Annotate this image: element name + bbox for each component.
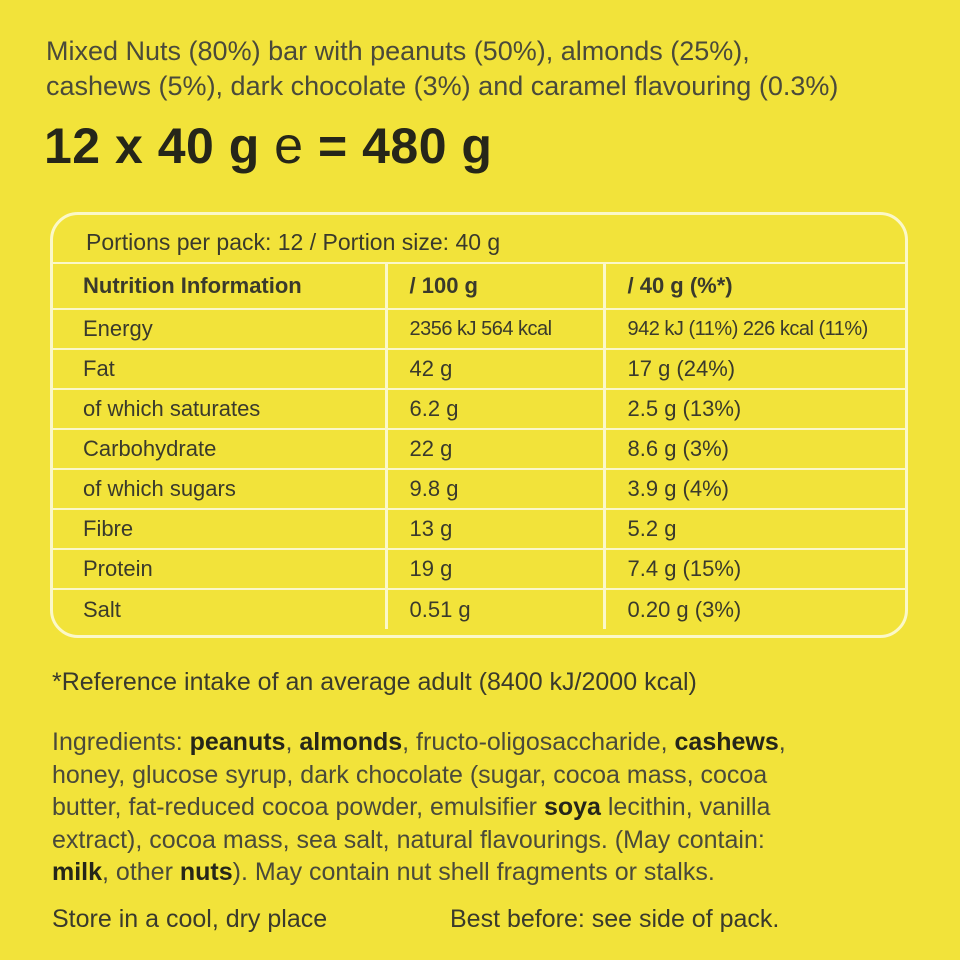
header-nutrition-information: Nutrition Information	[53, 263, 386, 309]
weight-suffix: = 480 g	[318, 118, 493, 174]
nutrient-name: Fibre	[53, 509, 386, 549]
ingredients-text: ,	[285, 728, 300, 756]
description-line-2: cashews (5%), dark chocolate (3%) and caramel flavouring (0.3%)	[46, 71, 839, 101]
nutrition-table	[53, 262, 905, 629]
portion-info: Portions per pack: 12 / Portion size: 40 g	[86, 229, 501, 255]
per-portion-value: 17 g (24%)	[604, 349, 905, 389]
ingredients-text: lecithin, vanilla	[600, 793, 771, 821]
table-row	[53, 509, 905, 549]
header-per-portion: / 40 g (%*)	[604, 263, 905, 309]
ingredients-text: , fructo-oligosaccharide,	[402, 728, 675, 756]
nutrient-name: Salt	[53, 589, 386, 629]
nutrient-name: Protein	[53, 549, 386, 589]
allergen-peanuts: peanuts	[189, 728, 286, 756]
ingredients-text: Ingredients:	[52, 728, 190, 756]
table-row	[53, 589, 905, 629]
nutrient-name: Fat	[53, 349, 386, 389]
nutrient-name: of which saturates	[53, 389, 386, 429]
table-row	[53, 309, 905, 349]
nutrient-name: of which sugars	[53, 469, 386, 509]
description-line-1: Mixed Nuts (80%) bar with peanuts (50%), almonds (25%),	[46, 36, 750, 66]
table-row	[53, 469, 905, 509]
allergen-almonds: almonds	[299, 728, 403, 756]
best-before-note: Best before: see side of pack.	[450, 905, 780, 933]
per-portion-value: 942 kJ (11%) 226 kcal (11%)	[604, 309, 905, 349]
per-portion-value: 7.4 g (15%)	[604, 549, 905, 589]
allergen-nuts: nuts	[179, 858, 233, 886]
reference-intake-note: *Reference intake of an average adult (8400 kJ/2000 kcal)	[52, 668, 697, 696]
ingredients-text: butter, fat-reduced cocoa powder, emulsifier	[52, 793, 544, 821]
per-portion-value: 3.9 g (4%)	[604, 469, 905, 509]
ingredients-line-5	[52, 856, 912, 889]
nutrient-name: Carbohydrate	[53, 429, 386, 469]
weight-prefix: 12 x 40 g	[44, 118, 260, 174]
allergen-cashews: cashews	[674, 728, 779, 756]
per-100g-value: 22 g	[386, 429, 604, 469]
ingredients-line-2: honey, glucose syrup, dark chocolate (sugar, cocoa mass, cocoa	[52, 760, 768, 789]
ingredients-line-1	[52, 726, 912, 759]
table-row	[53, 349, 905, 389]
per-100g-value: 0.51 g	[386, 589, 604, 629]
allergen-soya: soya	[543, 793, 601, 821]
header-per-100g: / 100 g	[386, 263, 604, 309]
storage-instructions: Store in a cool, dry place	[52, 905, 328, 933]
ingredients-text: , other	[102, 858, 180, 886]
ingredients-text: ,	[778, 728, 786, 756]
per-portion-value: 5.2 g	[604, 509, 905, 549]
table-header-row	[53, 263, 905, 309]
per-100g-value: 13 g	[386, 509, 604, 549]
per-100g-value: 42 g	[386, 349, 604, 389]
per-portion-value: 2.5 g (13%)	[604, 389, 905, 429]
estimated-sign: e	[274, 117, 304, 175]
product-description	[46, 34, 926, 104]
ingredients-line-4: extract), cocoa mass, sea salt, natural flavourings. (May contain:	[52, 825, 765, 854]
allergen-milk: milk	[52, 858, 103, 886]
nutrient-name: Energy	[53, 309, 386, 349]
net-weight	[44, 116, 492, 176]
table-row	[53, 429, 905, 469]
ingredients-text: ). May contain nut shell fragments or stalks.	[232, 858, 715, 886]
ingredients-list	[52, 726, 912, 889]
per-100g-value: 19 g	[386, 549, 604, 589]
table-row	[53, 549, 905, 589]
per-100g-value: 9.8 g	[386, 469, 604, 509]
table-row	[53, 389, 905, 429]
per-portion-value: 0.20 g (3%)	[604, 589, 905, 629]
per-100g-value: 6.2 g	[386, 389, 604, 429]
ingredients-line-3	[52, 791, 912, 824]
per-100g-value: 2356 kJ 564 kcal	[386, 309, 604, 349]
per-portion-value: 8.6 g (3%)	[604, 429, 905, 469]
